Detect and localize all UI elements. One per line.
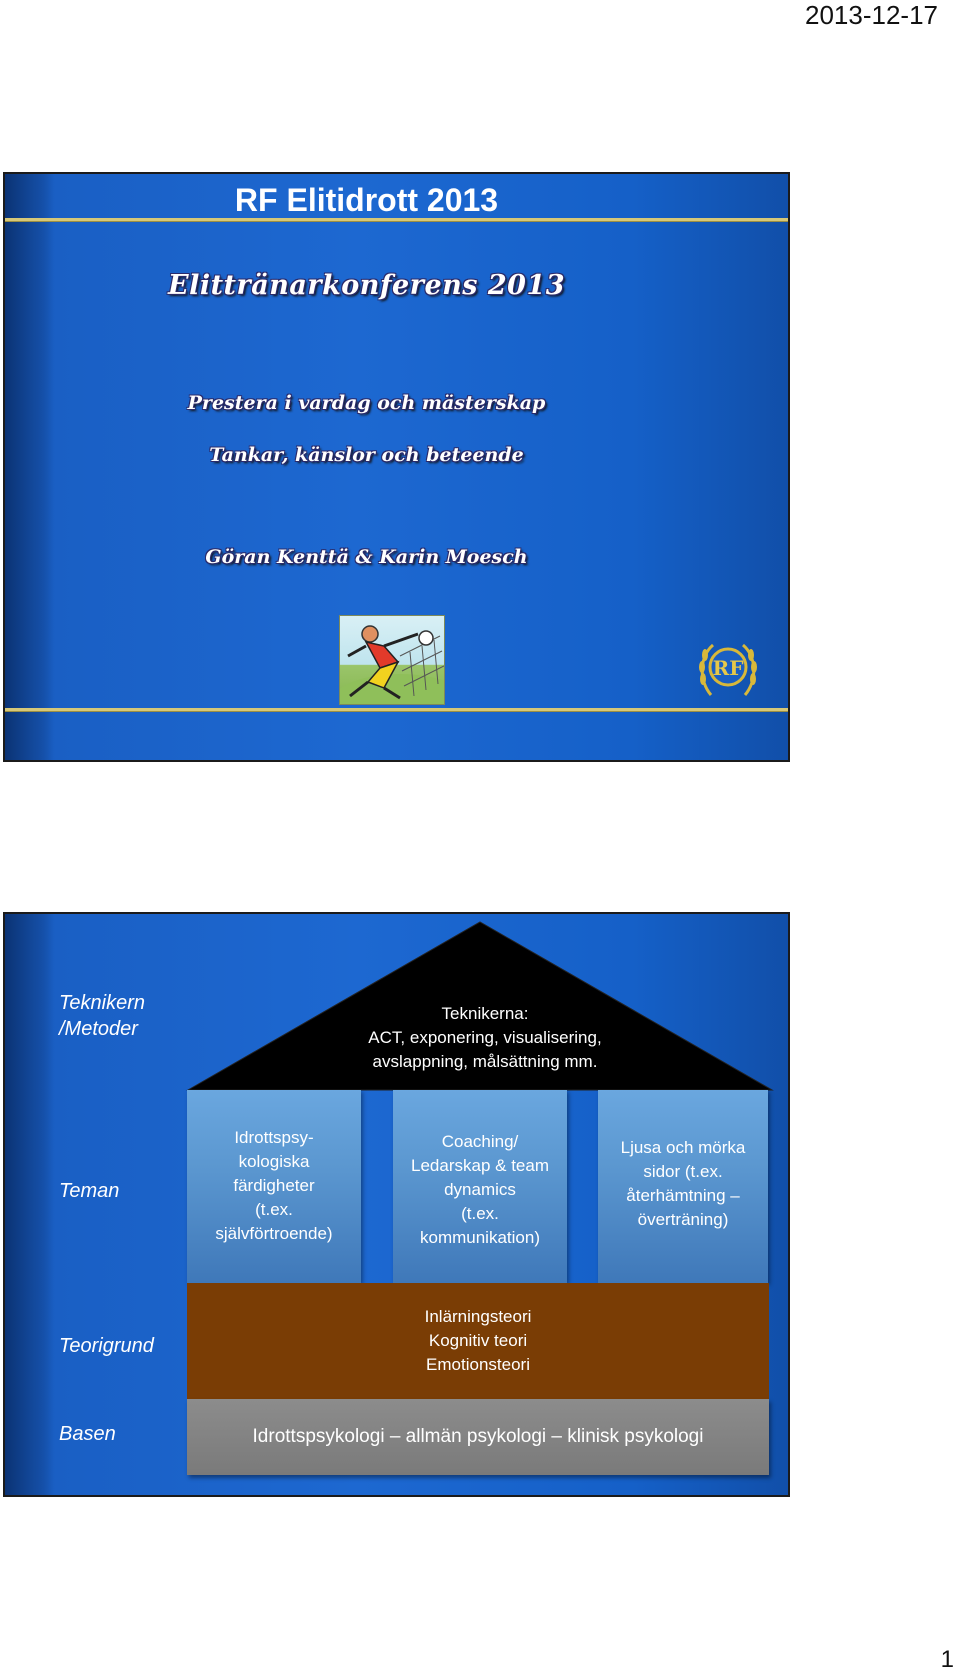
theme-line-2: Tankar, känslor och beteende — [209, 444, 524, 466]
pillar-light-dark-sides: Ljusa och mörka sidor (t.ex. återhämtning – överträning) — [598, 1090, 768, 1283]
page-date: 2013-12-17 — [805, 0, 938, 30]
rf-logo-letters: RF — [712, 656, 744, 680]
pillar-coaching: Coaching/ Ledarskap & team dynamics (t.ex. kommunikation) — [393, 1090, 567, 1283]
rf-logo-icon — [697, 637, 759, 701]
conference-subtitle: Elittränarkonferens 2013 — [167, 270, 566, 301]
roof-text: Teknikerna: ACT, exponering, visualisering, avslappning, målsättning mm. — [368, 1004, 602, 1071]
slide-left-stripe — [5, 174, 55, 760]
authors: Göran Kenttä & Karin Moesch — [205, 546, 528, 568]
label-base: Basen — [59, 1423, 116, 1445]
label-theory: Teorigrund — [59, 1335, 154, 1357]
label-methods: Teknikern /Metoder — [59, 992, 145, 1040]
page-number: 1 — [940, 1646, 954, 1673]
title-slide — [3, 172, 790, 762]
theme-line-1: Prestera i vardag och mästerskap — [187, 392, 546, 414]
bottom-gold-line — [5, 708, 788, 711]
label-themes: Teman — [59, 1180, 120, 1202]
theory-foundation: Inlärningsteori Kognitiv teori Emotionsteori — [187, 1283, 769, 1399]
athlete-clipart-icon — [339, 615, 445, 705]
house-model-slide — [3, 912, 790, 1497]
slide-title: RF Elitidrott 2013 — [234, 182, 499, 218]
base-block: Idrottspsykologi – allmän psykologi – klinisk psykologi — [187, 1399, 769, 1475]
pillar-psychological-skills: Idrottspsy- kologiska färdigheter (t.ex. självförtroende) — [187, 1090, 361, 1283]
